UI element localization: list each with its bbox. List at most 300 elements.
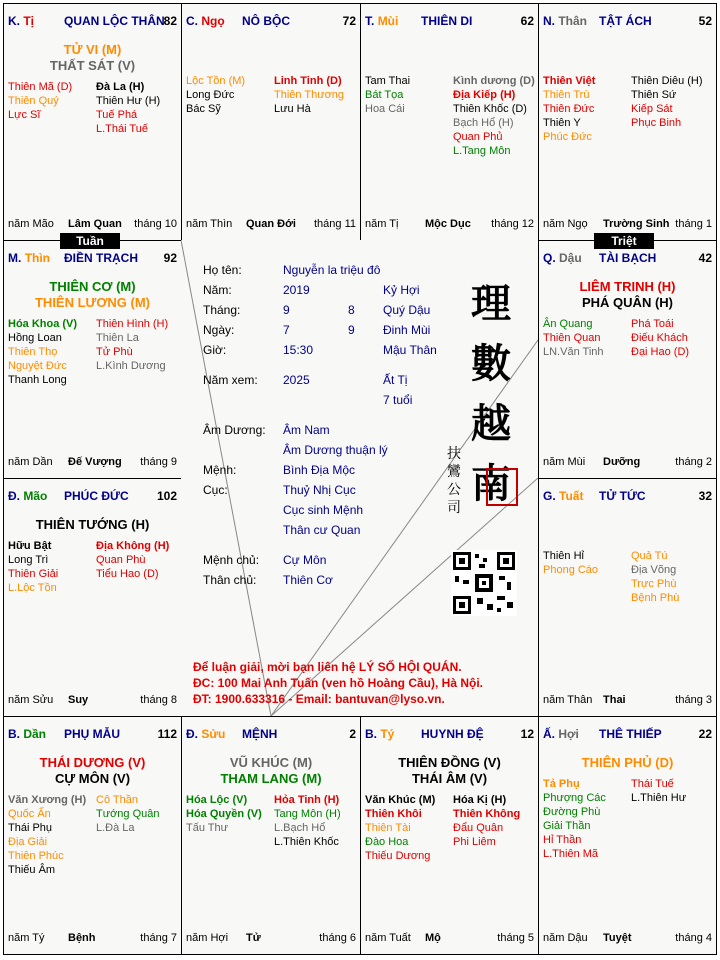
minor-star: Thiên Sứ xyxy=(631,89,677,101)
palace-stage: Suy xyxy=(68,694,89,706)
minor-star: Thiên Giải xyxy=(8,568,59,580)
cuc-note-2: Thân cư Quan xyxy=(283,523,361,537)
minor-stars-left xyxy=(543,777,606,861)
year-value: 2019 xyxy=(283,283,310,297)
minor-star: Hỉ Thần xyxy=(543,834,582,846)
palace-chi: Tị xyxy=(23,14,35,28)
month-label: Tháng: xyxy=(203,303,241,317)
main-star: TỬ VI (M) xyxy=(63,42,122,57)
minor-star: Ân Quang xyxy=(543,318,593,330)
palace-can: Đ. xyxy=(186,727,198,741)
minor-star: Thiên Mã (D) xyxy=(8,81,73,93)
palace-stage: Mộ xyxy=(425,932,441,944)
palace-month: tháng 9 xyxy=(140,456,177,468)
menhchu-value: Cự Môn xyxy=(283,553,327,567)
minor-star: L.Thiên Mã xyxy=(543,848,599,860)
palace-footer xyxy=(8,694,177,708)
palace-position xyxy=(8,251,50,265)
palace-number: 62 xyxy=(520,14,534,28)
palace-position xyxy=(8,727,46,741)
palace-year: năm Thân xyxy=(543,694,593,706)
menh-label: Mệnh: xyxy=(203,463,237,477)
main-star: THÁI ÂM (V) xyxy=(411,771,488,786)
palace-footer xyxy=(365,218,534,232)
main-star: THẤT SÁT (V) xyxy=(49,58,136,73)
palace-mao xyxy=(3,478,182,717)
minor-star: Địa Không (H) xyxy=(96,540,170,552)
palace-stage: Trường Sinh xyxy=(603,218,670,230)
minor-star: Điếu Khách xyxy=(631,332,688,344)
small-calligraphy: 扶 鸞 公 司 xyxy=(447,446,461,516)
minor-stars-left xyxy=(365,793,435,863)
minor-stars-right xyxy=(631,777,686,805)
calligraphy-char: 數 xyxy=(471,340,511,387)
year-label: Năm: xyxy=(203,283,232,297)
minor-star: L.Bạch Hổ xyxy=(274,822,326,834)
palace-can: B. xyxy=(365,727,377,741)
palace-suu xyxy=(181,716,361,955)
main-star: PHÁ QUÂN (H) xyxy=(582,295,673,310)
palace-number: 32 xyxy=(698,489,712,503)
palace-dau xyxy=(538,240,717,479)
palace-year: năm Tị xyxy=(365,218,399,230)
minor-star: Thiên Trù xyxy=(543,89,590,101)
minor-star: Cô Thần xyxy=(96,794,138,806)
palace-year: năm Thìn xyxy=(186,218,233,230)
palace-tuat xyxy=(538,478,717,717)
palace-footer xyxy=(8,218,177,232)
palace-footer xyxy=(186,932,356,946)
palace-stage: Tuyệt xyxy=(603,932,632,944)
palace-chi: Tuất xyxy=(559,489,584,503)
minor-star: Hỏa Tinh (H) xyxy=(274,794,340,806)
hour-label: Giờ: xyxy=(203,343,227,357)
minor-star: Linh Tinh (D) xyxy=(274,75,342,87)
thanchu-value: Thiên Cơ xyxy=(283,573,333,587)
palace-header xyxy=(543,251,712,267)
minor-star: Đại Hao (D) xyxy=(631,346,690,358)
palace-house: PHỤ MẪU xyxy=(64,727,120,741)
minor-star: Địa Kiếp (H) xyxy=(453,89,516,101)
palace-month: tháng 11 xyxy=(313,218,356,230)
palace-month: tháng 2 xyxy=(675,456,712,468)
seal-stamp-icon xyxy=(486,468,518,506)
menhchu-label: Mệnh chủ: xyxy=(203,553,260,567)
minor-star: Bạch Hổ (H) xyxy=(453,117,514,129)
minor-star: Thiên Khốc (D) xyxy=(453,103,527,115)
main-star: THIÊN PHỦ (D) xyxy=(581,755,674,770)
minor-star: Hữu Bật xyxy=(8,540,52,552)
view-label: Năm xem: xyxy=(203,373,258,387)
palace-year: năm Tuất xyxy=(365,932,411,944)
palace-chi: Mão xyxy=(23,489,48,503)
qr-code-icon xyxy=(451,550,517,616)
palace-house: MỆNH xyxy=(242,727,278,741)
palace-month: tháng 12 xyxy=(491,218,534,230)
palace-house: QUAN LỘC THÂN xyxy=(64,14,165,28)
minor-stars-right xyxy=(96,539,169,581)
palace-than xyxy=(538,3,717,241)
age-value: 7 tuổi xyxy=(383,393,413,407)
month-value: 9 xyxy=(283,303,290,317)
palace-number: 102 xyxy=(156,489,177,503)
palace-position xyxy=(543,727,579,741)
minor-stars-right xyxy=(274,793,341,849)
palace-house: TỬ TỨC xyxy=(599,489,646,503)
minor-star: Tử Phù xyxy=(96,346,133,358)
palace-year: năm Mão xyxy=(8,218,54,230)
palace-year: năm Hợi xyxy=(186,932,229,944)
minor-star: Hóa Khoa (V) xyxy=(8,318,78,330)
minor-stars-right xyxy=(631,74,703,130)
palace-footer xyxy=(365,932,534,946)
minor-star: Đà La (H) xyxy=(96,81,145,93)
palace-year: năm Dần xyxy=(8,456,53,468)
minor-star: L.Đà La xyxy=(96,822,135,834)
minor-star: Đào Hoa xyxy=(365,836,409,848)
minor-stars-right xyxy=(96,80,160,136)
minor-stars-left xyxy=(8,80,72,122)
minor-star: Kình dương (D) xyxy=(453,75,535,87)
minor-star: Phong Cáo xyxy=(543,564,599,576)
palace-chi: Tý xyxy=(380,727,395,741)
name-label: Họ tên: xyxy=(203,263,242,277)
minor-star: Trực Phù xyxy=(631,578,677,590)
minor-star: Thiên Không xyxy=(453,808,521,820)
palace-chi: Hợi xyxy=(558,727,579,741)
day-label: Ngày: xyxy=(203,323,235,337)
palace-header xyxy=(186,14,356,30)
contact-address: ĐC: 100 Mai Anh Tuấn (ven hồ Hoàng Cầu), Hà Nội. xyxy=(193,676,484,690)
palace-number: 12 xyxy=(520,727,534,741)
palace-month: tháng 7 xyxy=(140,932,177,944)
palace-ngo xyxy=(181,3,361,241)
palace-year: năm Tý xyxy=(8,932,45,944)
palace-position xyxy=(8,489,47,503)
minor-star: Đẩu Quân xyxy=(453,822,504,834)
palace-header xyxy=(543,14,712,30)
palace-chi: Thìn xyxy=(24,251,51,265)
thanchu-label: Thân chủ: xyxy=(203,573,257,587)
palace-house: TẬT ÁCH xyxy=(599,14,652,28)
palace-position xyxy=(543,251,582,265)
palace-stage: Thai xyxy=(603,694,626,706)
palace-ti xyxy=(3,3,182,241)
view-can: Ất Tị xyxy=(383,373,408,387)
minor-stars-left xyxy=(8,317,77,387)
palace-chi: Thân xyxy=(558,14,588,28)
palace-chi: Ngọ xyxy=(201,14,225,28)
palace-house: TÀI BẠCH xyxy=(599,251,657,265)
palace-position xyxy=(543,489,583,503)
minor-star: Địa Võng xyxy=(631,564,677,576)
palace-number: 82 xyxy=(163,14,177,28)
minor-star: Quan Phủ xyxy=(453,131,503,143)
cuc-value: Thuỷ Nhị Cục xyxy=(283,483,356,497)
triet-tag: Triệt xyxy=(594,233,654,249)
minor-star: Long Đức xyxy=(186,89,235,101)
palace-number: 92 xyxy=(163,251,177,265)
palace-house: PHÚC ĐỨC xyxy=(64,489,129,503)
palace-thin xyxy=(3,240,182,479)
palace-can: Đ. xyxy=(8,489,20,503)
minor-star: Thiếu Âm xyxy=(8,864,56,876)
hour-value: 15:30 xyxy=(283,343,314,357)
palace-header xyxy=(8,727,177,743)
minor-star: Thiên Hình (H) xyxy=(96,318,169,330)
palace-month: tháng 6 xyxy=(319,932,356,944)
palace-number: 112 xyxy=(157,727,177,741)
minor-star: Quả Tú xyxy=(631,550,668,562)
name-value: Nguyễn la triệu đô xyxy=(283,263,381,277)
minor-star: Thiên Quý xyxy=(8,95,59,107)
palace-header xyxy=(543,727,712,743)
palace-month: tháng 4 xyxy=(675,932,712,944)
minor-star: Tam Thai xyxy=(365,75,411,87)
day-value: 7 xyxy=(283,323,290,337)
minor-star: L.Kình Dương xyxy=(96,360,166,372)
palace-month: tháng 1 xyxy=(675,218,712,230)
palace-position xyxy=(186,14,225,28)
calligraphy-char: 南 xyxy=(471,460,511,507)
palace-house: THÊ THIẾP xyxy=(599,727,662,741)
month-can: Quý Dậu xyxy=(383,303,431,317)
palace-number: 52 xyxy=(698,14,712,28)
minor-star: L.Thiên Hư xyxy=(631,792,687,804)
minor-star: L.Tang Môn xyxy=(453,145,511,157)
palace-house: HUYNH ĐỆ xyxy=(421,727,484,741)
tuan-tag: Tuần xyxy=(60,233,120,249)
minor-star: Tiểu Hao (D) xyxy=(96,568,159,580)
palace-can: Ấ. xyxy=(543,727,555,741)
minor-star: Phục Binh xyxy=(631,117,682,129)
minor-star: Thiên Diêu (H) xyxy=(631,75,703,87)
minor-stars-left xyxy=(8,539,58,595)
palace-header xyxy=(8,489,177,505)
palace-number: 2 xyxy=(349,727,356,741)
minor-star: Địa Giải xyxy=(8,836,48,848)
minor-star: Nguyệt Đức xyxy=(8,360,67,372)
main-star: CỰ MÔN (V) xyxy=(54,771,131,786)
palace-stage: Dưỡng xyxy=(603,456,641,468)
minor-star: Thiếu Dương xyxy=(365,850,431,862)
minor-stars-right xyxy=(453,793,520,849)
palace-can: G. xyxy=(543,489,556,503)
minor-star: Thiên Thương xyxy=(274,89,345,101)
minor-star: Tướng Quân xyxy=(96,808,160,820)
palace-year: năm Dậu xyxy=(543,932,588,944)
minor-stars-right xyxy=(274,74,344,116)
minor-star: Thái Tuế xyxy=(631,778,674,790)
month-lunar: 8 xyxy=(348,303,355,317)
minor-star: Hồng Loan xyxy=(8,332,62,344)
hour-can: Mậu Thân xyxy=(383,343,437,357)
palace-can: C. xyxy=(186,14,198,28)
day-lunar: 9 xyxy=(348,323,355,337)
main-star: THIÊN TƯỚNG (H) xyxy=(35,517,150,532)
minor-star: Thiên Hỉ xyxy=(543,550,584,562)
palace-stage: Bệnh xyxy=(68,932,96,944)
minor-star: Thiên Y xyxy=(543,117,581,129)
palace-header xyxy=(365,727,534,743)
minor-star: Phi Liêm xyxy=(453,836,496,848)
minor-star: Bác Sỹ xyxy=(186,103,221,115)
minor-stars-left xyxy=(365,74,410,116)
palace-number: 42 xyxy=(698,251,712,265)
palace-footer xyxy=(543,694,712,708)
palace-footer xyxy=(8,932,177,946)
minor-star: Hoa Cái xyxy=(365,103,405,115)
minor-star: Quan Phù xyxy=(96,554,146,566)
palace-header xyxy=(8,14,177,30)
palace-month: tháng 8 xyxy=(140,694,177,706)
palace-chi: Dậu xyxy=(559,251,582,265)
minor-star: Lực Sĩ xyxy=(8,109,41,121)
palace-position xyxy=(543,14,587,28)
minor-star: Bệnh Phù xyxy=(631,592,680,604)
palace-can: T. xyxy=(365,14,375,28)
palace-hoi xyxy=(538,716,717,955)
palace-mui xyxy=(360,3,539,241)
palace-chi: Dần xyxy=(23,727,47,741)
palace-can: K. xyxy=(8,14,20,28)
minor-stars-right xyxy=(453,74,535,158)
palace-month: tháng 3 xyxy=(675,694,712,706)
palace-header xyxy=(8,251,177,267)
minor-star: Thiên Việt xyxy=(543,75,596,87)
minor-star: LN.Văn Tinh xyxy=(543,346,604,358)
minor-star: Tấu Thư xyxy=(186,822,229,834)
minor-star: Kiếp Sát xyxy=(631,103,673,115)
palace-can: Q. xyxy=(543,251,556,265)
palace-can: B. xyxy=(8,727,20,741)
minor-star: Thiên Quan xyxy=(543,332,601,344)
main-star: THIÊN LƯƠNG (M) xyxy=(34,295,151,310)
main-star: THAM LANG (M) xyxy=(220,771,322,786)
minor-star: Giải Thần xyxy=(543,820,591,832)
minor-star: Thiên Đức xyxy=(543,103,595,115)
amduong-note: Âm Dương thuận lý xyxy=(283,443,388,457)
palace-stage: Tử xyxy=(246,932,261,944)
palace-house: ĐIỀN TRẠCH xyxy=(64,251,138,265)
minor-stars-left xyxy=(543,317,604,359)
minor-star: Văn Khúc (M) xyxy=(365,794,436,806)
minor-star: Phúc Đức xyxy=(543,131,592,143)
cuc-label: Cục: xyxy=(203,483,228,497)
view-year: 2025 xyxy=(283,373,310,387)
palace-position xyxy=(365,14,398,28)
palace-year: năm Mùi xyxy=(543,456,586,468)
palace-chi: Sửu xyxy=(201,727,226,741)
palace-footer xyxy=(543,218,712,232)
palace-stage: Lâm Quan xyxy=(68,218,122,230)
palace-position xyxy=(8,14,34,28)
palace-header xyxy=(365,14,534,30)
palace-year: năm Ngọ xyxy=(543,218,588,230)
palace-stage: Mộc Dục xyxy=(425,218,471,230)
palace-dan xyxy=(3,716,182,955)
palace-house: NÔ BỘC xyxy=(242,14,290,28)
minor-star: Lưu Hà xyxy=(274,103,311,115)
palace-footer xyxy=(8,456,177,470)
palace-can: M. xyxy=(8,251,22,265)
palace-footer xyxy=(543,456,712,470)
palace-position xyxy=(365,727,394,741)
palace-position xyxy=(186,727,225,741)
minor-stars-left xyxy=(186,74,245,116)
cuc-note-1: Cục sinh Mệnh xyxy=(283,503,364,517)
menh-value: Bình Địa Mộc xyxy=(283,463,356,477)
palace-footer xyxy=(186,218,356,232)
palace-month: tháng 10 xyxy=(134,218,177,230)
minor-star: L.Thái Tuế xyxy=(96,123,148,135)
minor-star: Thanh Long xyxy=(8,374,67,386)
minor-star: Thiên Tài xyxy=(365,822,411,834)
minor-star: Phượng Các xyxy=(543,792,606,804)
minor-star: Hóa Quyền (V) xyxy=(186,808,262,820)
amduong-label: Âm Dương: xyxy=(203,423,266,437)
palace-stage: Đế Vượng xyxy=(68,456,122,468)
year-can: Kỷ Hợi xyxy=(383,283,420,297)
center-info-panel xyxy=(181,240,538,716)
palace-house: THIÊN DI xyxy=(421,14,473,28)
minor-star: Văn Xương (H) xyxy=(8,794,87,806)
minor-stars-right xyxy=(96,793,160,835)
minor-star: L.Lộc Tồn xyxy=(8,582,57,594)
palace-chi: Mùi xyxy=(377,14,399,28)
palace-number: 22 xyxy=(698,727,712,741)
minor-star: Phá Toái xyxy=(631,318,674,330)
palace-year: năm Sửu xyxy=(8,694,54,706)
main-star: THIÊN ĐỒNG (V) xyxy=(398,755,501,770)
minor-star: Lộc Tồn (M) xyxy=(186,75,246,87)
minor-star: Tả Phụ xyxy=(543,778,580,790)
minor-star: Thiên Hư (H) xyxy=(96,95,161,107)
calligraphy-char: 越 xyxy=(471,400,511,447)
minor-star: Thiên Khôi xyxy=(365,808,422,820)
palace-header xyxy=(186,727,356,743)
palace-header xyxy=(543,489,712,505)
palace-number: 72 xyxy=(342,14,356,28)
minor-star: Thiên Phúc xyxy=(8,850,64,862)
main-star: THÁI DƯƠNG (V) xyxy=(39,755,146,770)
main-star: LIÊM TRINH (H) xyxy=(579,279,676,294)
palace-can: N. xyxy=(543,14,555,28)
minor-star: Long Trì xyxy=(8,554,49,566)
minor-stars-right xyxy=(631,317,689,359)
palace-stage: Quan Đới xyxy=(246,218,296,230)
minor-stars-right xyxy=(631,549,679,605)
minor-stars-right xyxy=(96,317,168,373)
main-star: THIÊN CƠ (M) xyxy=(49,279,136,294)
contact-line: Để luận giải, mời bạn liên hệ LÝ SỐ HỘI QUÁN. xyxy=(193,660,462,674)
palace-footer xyxy=(543,932,712,946)
palace-month: tháng 5 xyxy=(497,932,534,944)
minor-star: Thái Phụ xyxy=(8,822,53,834)
minor-stars-left xyxy=(543,549,598,577)
minor-stars-left xyxy=(543,74,595,144)
minor-star: Đường Phù xyxy=(543,806,601,818)
calligraphy-char: 理 xyxy=(471,280,511,327)
minor-star: Tuế Phá xyxy=(96,109,138,121)
day-can: Đinh Mùi xyxy=(383,323,431,337)
palace-ty xyxy=(360,716,539,955)
minor-star: Hóa Kị (H) xyxy=(453,794,507,806)
minor-star: Thiên Thọ xyxy=(8,346,58,358)
main-star: VŨ KHÚC (M) xyxy=(229,755,313,770)
minor-stars-left xyxy=(8,793,86,877)
minor-star: Thiên La xyxy=(96,332,139,344)
